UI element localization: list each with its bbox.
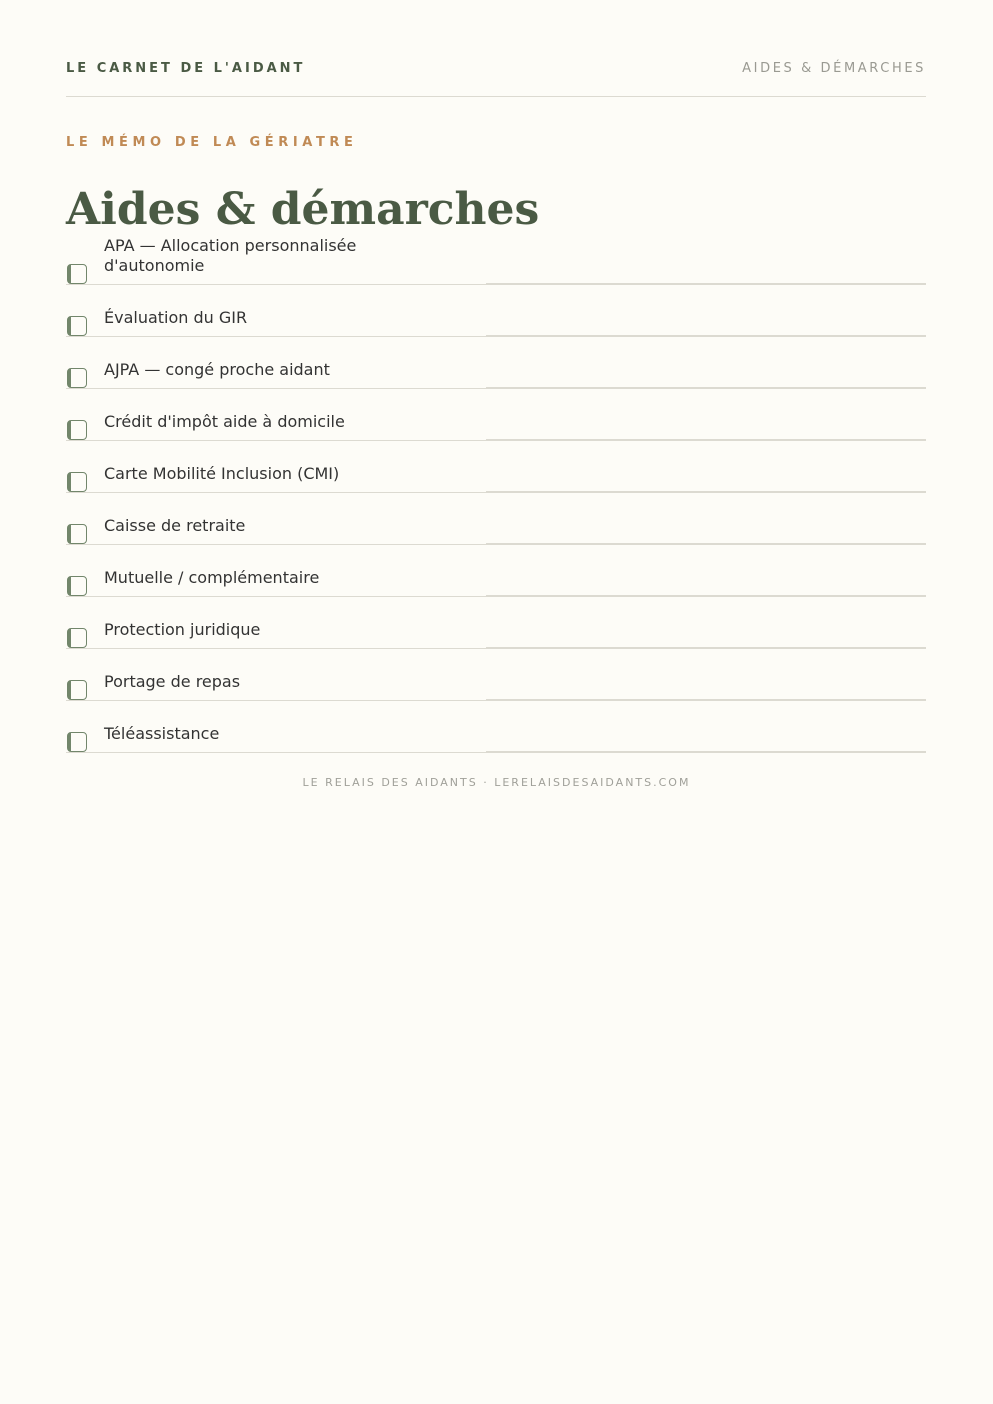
section-name: AIDES & DÉMARCHES bbox=[742, 61, 926, 76]
page-title: Aides & démarches bbox=[66, 184, 540, 235]
checkbox[interactable] bbox=[67, 524, 87, 544]
checkbox[interactable] bbox=[67, 732, 87, 752]
checklist-item-label: Carte Mobilité Inclusion (CMI) bbox=[104, 464, 340, 483]
checklist-item[interactable] bbox=[66, 336, 926, 388]
brand-name: LE CARNET DE L'AIDANT bbox=[66, 61, 306, 76]
checklist-item-label: Protection juridique bbox=[104, 620, 261, 639]
checklist-item[interactable] bbox=[66, 232, 926, 284]
kicker: LE MÉMO DE LA GÉRIATRE bbox=[66, 135, 358, 150]
checklist-item[interactable] bbox=[66, 596, 926, 648]
checklist-item[interactable] bbox=[66, 544, 926, 596]
checklist-item-label: Mutuelle / complémentaire bbox=[104, 568, 320, 587]
checkbox[interactable] bbox=[67, 472, 87, 492]
checkbox[interactable] bbox=[67, 680, 87, 700]
notes-line bbox=[486, 751, 926, 753]
checklist-item[interactable] bbox=[66, 648, 926, 700]
checklist-item[interactable] bbox=[66, 440, 926, 492]
page-header bbox=[66, 61, 926, 77]
checkbox[interactable] bbox=[67, 628, 87, 648]
checklist-item-label: Portage de repas bbox=[104, 672, 241, 691]
checklist-item-label: APA — Allocation personnalisée d'autonomie bbox=[104, 236, 357, 275]
checklist-item[interactable] bbox=[66, 492, 926, 544]
header-divider bbox=[66, 96, 926, 97]
page-footer: LE RELAIS DES AIDANTS · LERELAISDESAIDANTS.COM bbox=[302, 776, 691, 789]
checkbox[interactable] bbox=[67, 420, 87, 440]
checklist-item-label: AJPA — congé proche aidant bbox=[104, 360, 330, 379]
checklist-item-label: Caisse de retraite bbox=[104, 516, 246, 535]
checklist-item[interactable] bbox=[66, 700, 926, 752]
checklist-item-label: Téléassistance bbox=[104, 724, 220, 743]
checklist-item[interactable] bbox=[66, 388, 926, 440]
checkbox[interactable] bbox=[67, 368, 87, 388]
checkbox[interactable] bbox=[67, 576, 87, 596]
checkbox[interactable] bbox=[67, 316, 87, 336]
checklist-item-label: Crédit d'impôt aide à domicile bbox=[104, 412, 345, 431]
checklist-item[interactable] bbox=[66, 284, 926, 336]
checkbox[interactable] bbox=[67, 264, 87, 284]
checklist-item-label: Évaluation du GIR bbox=[104, 308, 248, 327]
